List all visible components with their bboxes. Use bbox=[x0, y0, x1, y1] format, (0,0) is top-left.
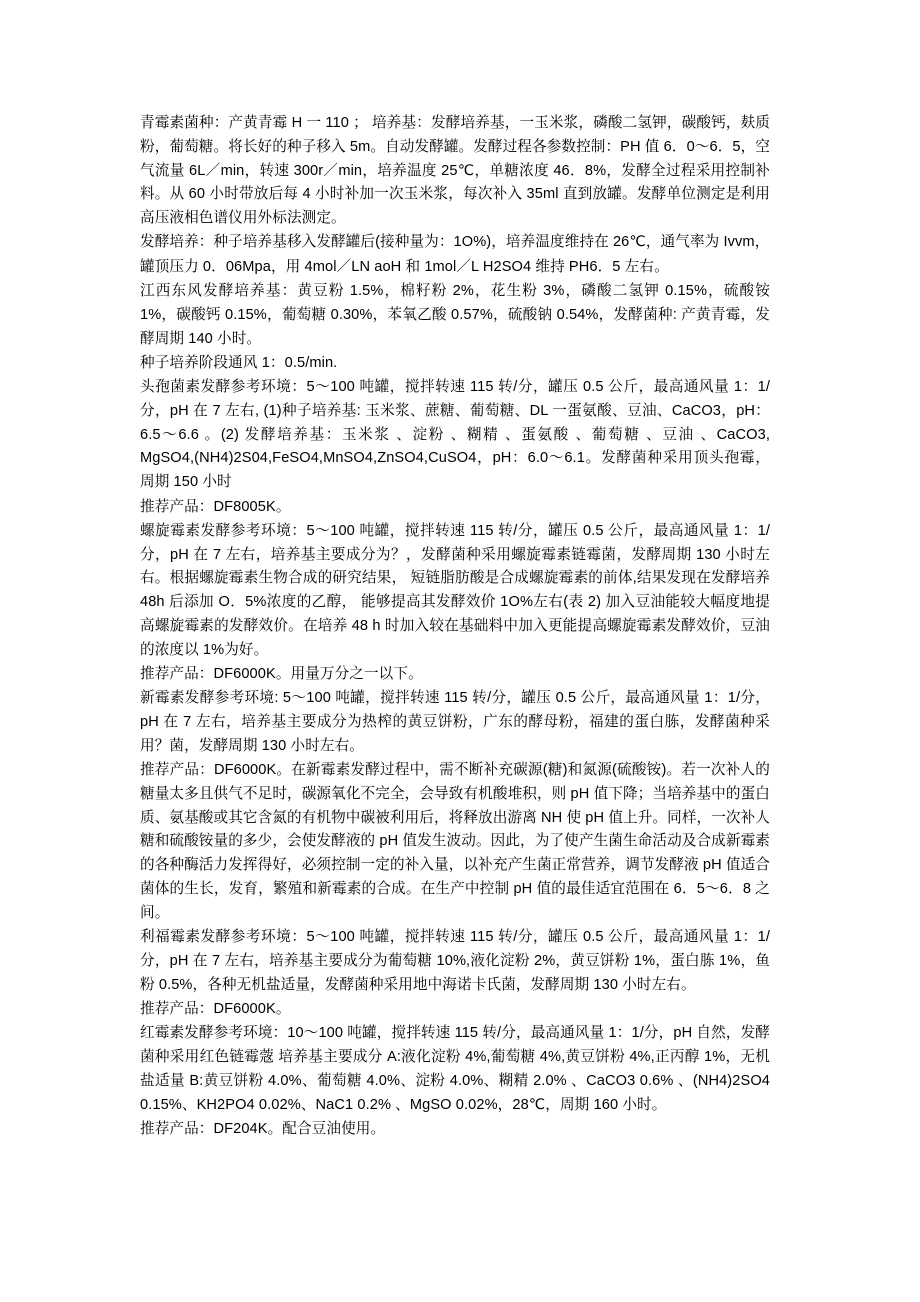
paragraph: 江西东风发酵培养基：黄豆粉 1.5%，棉籽粉 2%，花生粉 3%，磷酸二氢钾 0.15%，硫酸铵 1%，碳酸钙 0.15%，葡萄糖 0.30%，苯氧乙酸 0.57%，硫酸钠 0.54%，发酵菌种: 产黄青霉，发酵周期 140 小时。 bbox=[140, 282, 770, 347]
paragraph: 推荐产品：DF6000K。用量万分之一以下。 bbox=[140, 665, 423, 682]
paragraph: 推荐产品：DF6000K。在新霉素发酵过程中，需不断补充碳源(糖)和氮源(硫酸铵)。若一次补人的糖量太多且供气不足时，碳源氧化不完全，会导致有机酸堆积，则 pH 值下降；当培养基中的蛋白质、氨基酸或其它含氮的有机物中碳被利用后，将释放出游离 NH 使 pH 值上升。同样，一次补人糖和硫酸铵量的多少，会使发酵液的 pH 值发生波动。因此，为了使产生菌生命活动及合成新霉素的各种酶活力发挥得好，必须控制一定的补入量，以补充产生菌正常营养，调节发酵液 pH 值适合菌体的生长，发育，繁殖和新霉素的合成。在生产中控制 pH 值的最佳适宜范围在 6．5～6．8 之间。 bbox=[140, 762, 770, 921]
paragraph: 头孢菌素发酵参考环境：5～100 吨罐，搅拌转速 115 转/分，罐压 0.5 公斤，最高通风量 1：1/分，pH 在 7 左右, (1)种子培养基: 玉米浆、蔗糖、葡萄糖、DL 一蛋氨酸、豆油、CaCO3，pH：6.5～6.6 。(2) 发酵培养基：玉米浆 、淀粉 、糊精 、蛋氨酸 、葡萄糖 、豆油 、CaCO3, MgSO4,(NH4)2S04,FeSO4,MnSO4,ZnSO4,CuSO4，pH：6.0～6.1。发酵菌种采用顶头孢霉，周期 150 小时 bbox=[140, 379, 770, 491]
paragraph: 螺旋霉素发酵参考环境：5～100 吨罐，搅拌转速 115 转/分，罐压 0.5 公斤，最高通风量 1：1/分，pH 在 7 左右，培养基主要成分为？，发酵菌种采用螺旋霉素链霉菌，发酵周期 130 小时左右。根据螺旋霉素生物合成的研究结果， 短链脂肪酸是合成螺旋霉素的前体,结果发现在发酵培养 48h 后添加 O．5%浓度的乙醇， 能够提高其发酵效价 1O%左右(表 2) 加入豆油能较大幅度地提高螺旋霉素的发酵效价。在培养 48 h 时加入较在基础料中加入更能提高螺旋霉素发酵效价，豆油的浓度以 1%为好。 bbox=[140, 522, 770, 658]
paragraph: 发酵培养：种子培养基移入发酵罐后(接种量为：1O%)，培养温度维持在 26℃，通气率为 Ivvm， bbox=[140, 234, 770, 251]
paragraph: 红霉素发酵参考环境：10～100 吨罐，搅拌转速 115 转/分，最高通风量 1：1/分，pH 自然，发酵菌种采用红色链霉蔲 培养基主要成分 A:液化淀粉 4%,葡萄糖 4%,黄豆饼粉 4%,正丙醇 1%，无机盐适量 B:黄豆饼粉 4.0%、葡萄糖 4.0%、淀粉 4.0%、糊精 2.0% 、CaCO3 0.6% 、(NH4)2SO4 0.15%、KH2PO4 0.02%、NaC1 0.2% 、MgSO 0.02%，28℃，周期 160 小时。 bbox=[140, 1025, 770, 1113]
paragraph: 推荐产品：DF204K。配合豆油使用。 bbox=[140, 1120, 386, 1137]
paragraph: 新霉素发酵参考环境: 5～100 吨罐，搅拌转速 115 转/分，罐压 0.5 公斤，最高通风量 1：1/分，pH 在 7 左右，培养基主要成分为热榨的黄豆饼粉，广东的酵母粉，福建的蛋白胨，发酵菌种采用？菌，发酵周期 130 小时左右。 bbox=[140, 690, 770, 754]
paragraph: 罐顶压力 0．06Mpa，用 4mol／LN aoH 和 1mol／L H2SO4 维持 PH6．5 左右。 bbox=[140, 258, 669, 275]
paragraph: 利福霉素发酵参考环境：5～100 吨罐，搅拌转速 115 转/分，罐压 0.5 公斤，最高通风量 1：1/分，pH 在 7 左右，培养基主要成分为葡萄糖 10%,液化淀粉 2%，黄豆饼粉 1%，蛋白胨 1%，鱼粉 0.5%，各种无机盐适量，发酵菌种采用地中海诺卡氏菌，发酵周期 130 小时左右。 bbox=[140, 929, 770, 993]
paragraph: 推荐产品：DF6000K。 bbox=[140, 1000, 291, 1017]
paragraph: 种子培养阶段通风 1：0.5/min. bbox=[140, 354, 338, 371]
paragraph: 青霉素菌种：产黄青霉 H 一 110 ； 培养基：发酵培养基，一玉米浆，磷酸二氢钾，碳酸钙，麸质粉，葡萄糖。将长好的种子移入 5m。自动发酵罐。发酵过程各参数控制：PH 值 6．0～6．5，空气流量 6L／min，转速 300r／min，培养温度 25℃，单糖浓度 46．8%，发酵全过程采用控制补料。从 60 小时带放后每 4 小时补加一次玉米浆，每次补入 35ml 直到放罐。发酵单位测定是利用高压液相色谱仪用外标法测定。 bbox=[140, 115, 770, 227]
paragraph: 推荐产品：DF8005K。 bbox=[140, 498, 291, 515]
document-body bbox=[140, 112, 770, 1142]
